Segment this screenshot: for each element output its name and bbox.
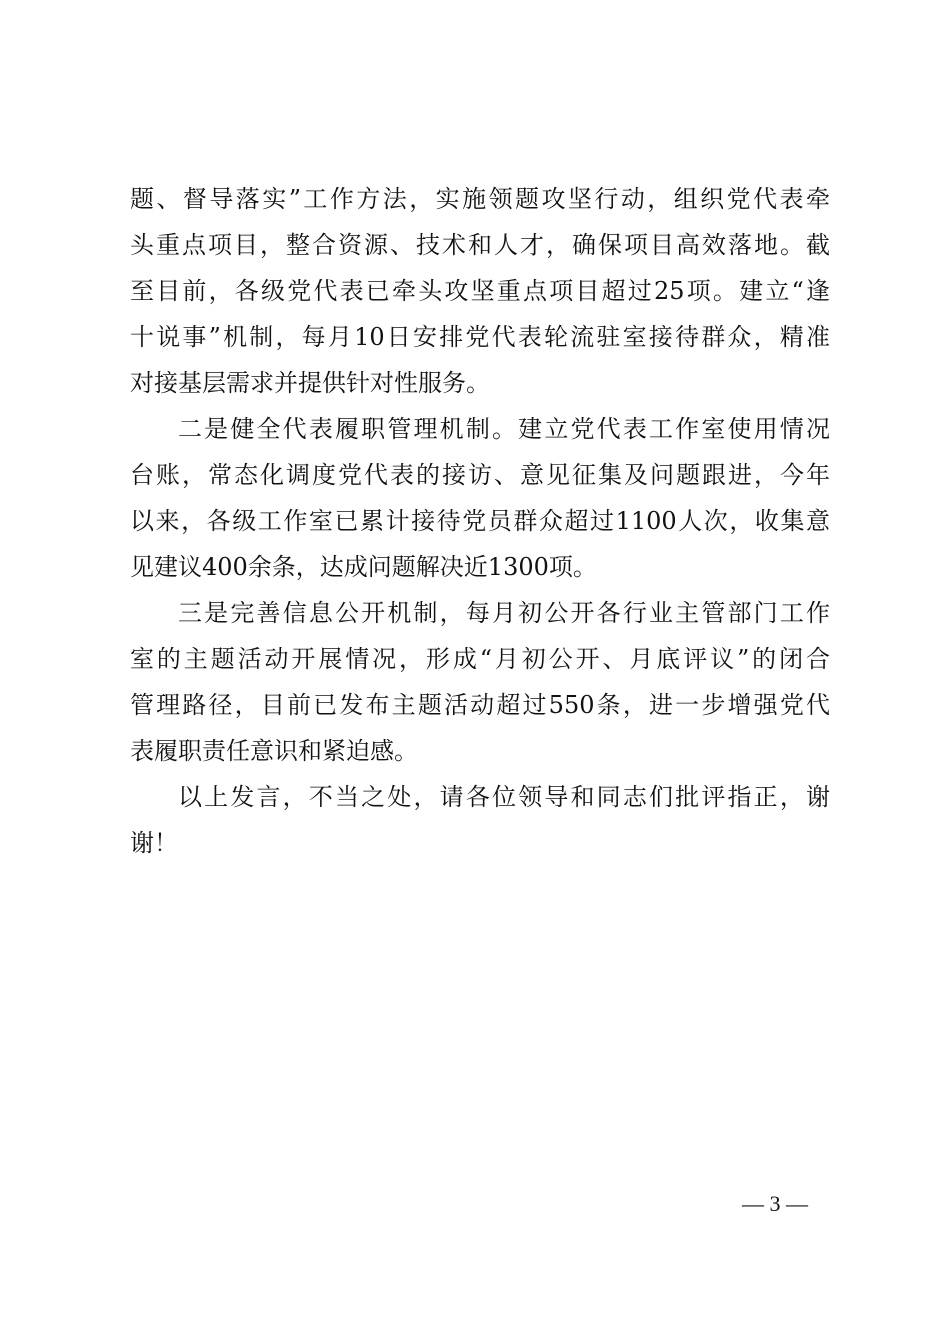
- paragraph-1: [130, 176, 830, 406]
- paragraph-line: 以上发言，不当之处，请各位领导和同志们批评指正，谢: [178, 783, 830, 811]
- paragraph-line: 以来，各级工作室已累计接待党员群众超过1100人次，收集意: [130, 507, 830, 535]
- paragraph-3: [130, 590, 830, 774]
- paragraph-line: 台账，常态化调度党代表的接访、意见征集及问题跟进，今年: [130, 461, 830, 489]
- paragraph-line: 二是健全代表履职管理机制。建立党代表工作室使用情况: [178, 415, 830, 443]
- paragraph-line: 表履职责任意识和紧迫感。: [130, 737, 418, 765]
- paragraph-line: 谢！: [130, 829, 178, 857]
- paragraph-line: 头重点项目，整合资源、技术和人才，确保项目高效落地。截: [130, 231, 830, 259]
- paragraph-line: 十说事”机制，每月10日安排党代表轮流驻室接待群众，精准: [130, 323, 830, 351]
- paragraph-line: 题、督导落实”工作方法，实施领题攻坚行动，组织党代表牵: [130, 185, 830, 213]
- paragraph-line: 室的主题活动开展情况，形成“月初公开、月底评议”的闭合: [130, 645, 830, 673]
- paragraph-2: [130, 406, 830, 590]
- paragraph-line: 至目前，各级党代表已牵头攻坚重点项目超过25项。建立“逢: [130, 277, 830, 305]
- paragraph-4: [130, 774, 830, 866]
- paragraph-line: 三是完善信息公开机制，每月初公开各行业主管部门工作: [178, 599, 830, 627]
- paragraph-line: 管理路径，目前已发布主题活动超过550条，进一步增强党代: [130, 691, 830, 719]
- page-number: — 3 —: [742, 1191, 808, 1216]
- paragraph-line: 对接基层需求并提供针对性服务。: [130, 369, 490, 397]
- paragraph-line: 见建议400余条，达成问题解决近1300项。: [130, 553, 597, 581]
- document-body: [130, 176, 830, 866]
